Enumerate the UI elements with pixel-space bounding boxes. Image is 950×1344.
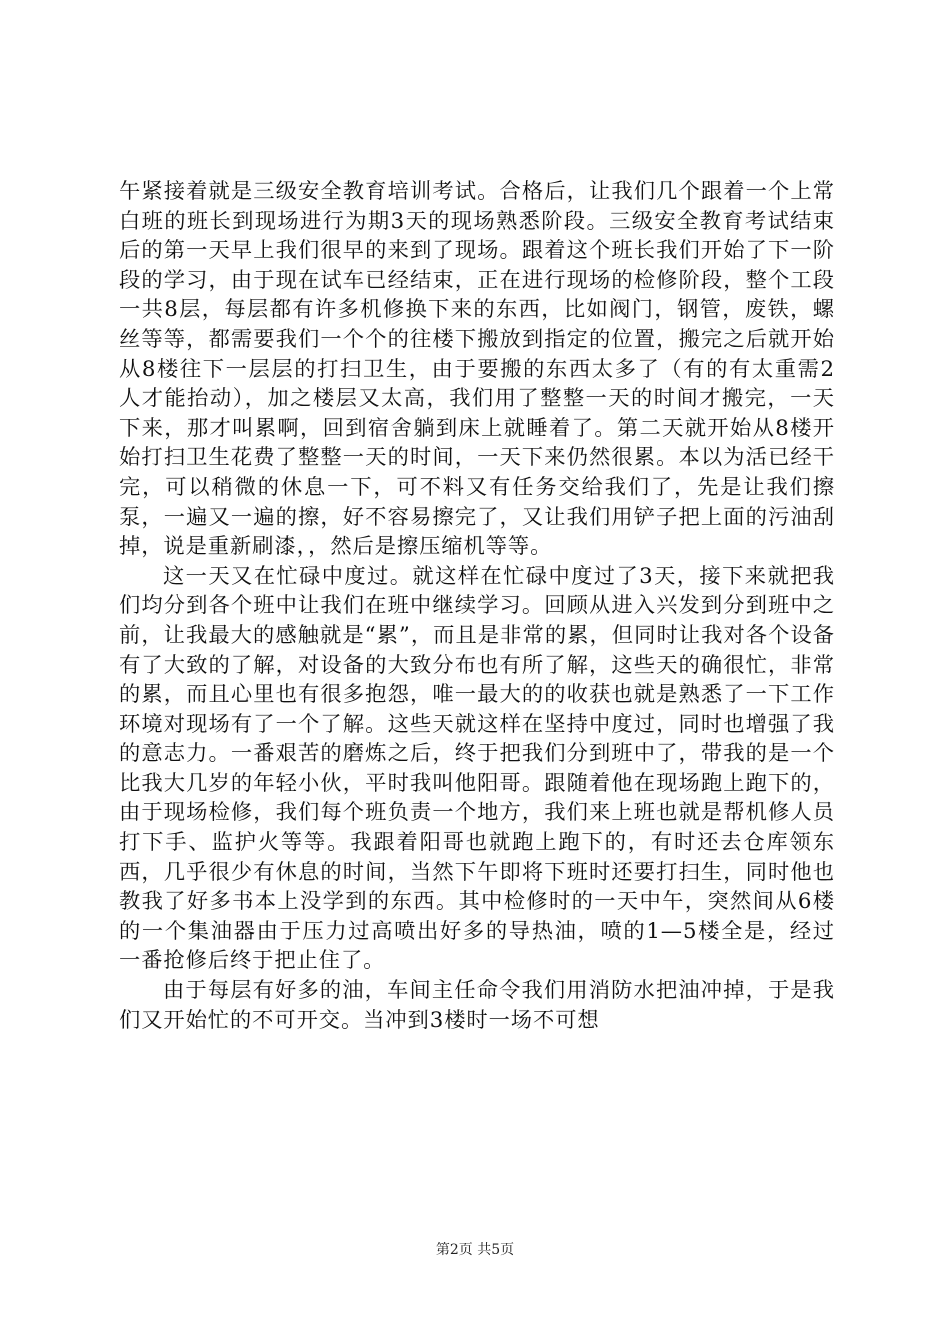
page-footer: 第2页 共5页	[435, 1242, 515, 1258]
paragraph-1: 午紧接着就是三级安全教育培训考试。合格后，让我们几个跟着一个上常白班的班长到现场进行为期3天的现场熟悉阶段。三级安全教育考试结束后的第一天早上我们很早的来到了现场。跟着这个班长我们开始了下一阶段的学习，由于现在试车已经结束，正在进行现场的检修阶段，整个工段一共8层，每层都有许多机修换下来的东西，比如阀门，钢管，废铁，螺丝等等，都需要我们一个个的往楼下搬放到指定的位置，搬完之后就开始从8楼往下一层层的打扫卫生，由于要搬的东西太多了（有的有太重需2人才能抬动），加之楼层又太高，我们用了整整一天的时间才搬完，一天下来，那才叫累啊，回到宿舍躺到床上就睡着了。第二天就开始从8楼开始打扫卫生花费了整整一天的时间，一天下来仍然很累。本以为活已经干完，可以稍微的休息一下，可不料又有任务交给我们了，先是让我们擦泵，一遍又一遍的擦，好不容易擦完了，又让我们用铲子把上面的污油刮掉，说是重新刷漆，，然后是擦压缩机等等。	[119, 179, 835, 560]
paragraph-2: 这一天又在忙碌中度过。就这样在忙碌中度过了3天，接下来就把我们均分到各个班中让我们在班中继续学习。回顾从进入兴发到分到班中之前，让我最大的感触就是“累”，而且是非常的累，但同时让我对各个设备有了大致的了解，对设备的大致分布也有所了解，这些天的确很忙，非常的累，而且心里也有很多抱怨，唯一最大的的收获也就是熟悉了一下工作环境对现场有了一个了解。这些天就这样在坚持中度过，同时也增强了我的意志力。一番艰苦的磨炼之后，终于把我们分到班中了，带我的是一个比我大几岁的年轻小伙，平时我叫他阳哥。跟随着他在现场跑上跑下的，由于现场检修，我们每个班负责一个地方，我们来上班也就是帮机修人员打下手、监护火等等。我跟着阳哥也就跑上跑下的，有时还去仓库领东西，几乎很少有休息的时间，当然下午即将下班时还要打扫生，同时他也教我了好多书本上没学到的东西。其中检修时的一天中午，突然间从6楼的一个集油器由于压力过高喷出好多的导热油，喷的1—5楼全是，经过一番抢修后终于把止住了。	[119, 563, 835, 974]
paragraph-3: 由于每层有好多的油，车间主任命令我们用消防水把油冲掉，于是我们又开始忙的不可开交。当冲到3楼时一场不可想	[119, 978, 835, 1033]
body-text	[119, 177, 835, 1035]
